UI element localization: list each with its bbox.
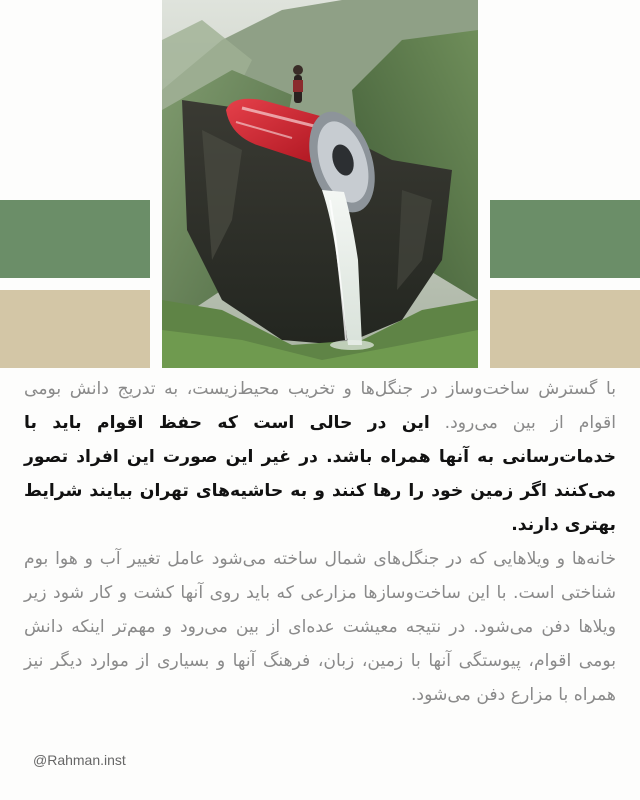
paragraph-1: [24, 372, 616, 542]
paragraph-1-intro: با گسترش ساخت‌وساز در جنگل‌ها و تخریب محیط‌زیست، به تدریج دانش بومی اقوام از بین می‌رود.: [24, 379, 616, 433]
tan-band-left: [0, 290, 150, 368]
green-band-left: [0, 200, 150, 278]
green-band-right: [490, 200, 640, 278]
spilled-can-waterfall-photo: [162, 0, 478, 368]
paragraph-1-bold: این در حالی است که حفظ اقوام باید با خدمات‌رسانی به آنها همراه باشد. در غیر این صورت این افراد تصور می‌کنند اگر زمین خود را رها کنند و به حاشیه‌های تهران بیایند شرایط بهتری دارند.: [24, 413, 616, 535]
paragraph-2: خانه‌ها و ویلاهایی که در جنگل‌های شمال ساخته می‌شود عامل تغییر آب و هوا بوم شناختی است. با این ساخت‌وسازها مزارعی که باید روی آنها کشت و کار شود زیر ویلاها دفن می‌شود. در نتیجه معیشت عده‌ای از بین می‌رود و مهم‌تر اینکه دانش بومی اقوام، پیوستگی آنها با زمین، زبان، فرهنگ آنها و بسیاری از موارد دیگر نیز همراه با مزارع دفن می‌شود.: [24, 549, 616, 705]
signature-handle: @Rahman.inst: [33, 752, 126, 768]
article-text: [24, 372, 616, 712]
tan-band-right: [490, 290, 640, 368]
